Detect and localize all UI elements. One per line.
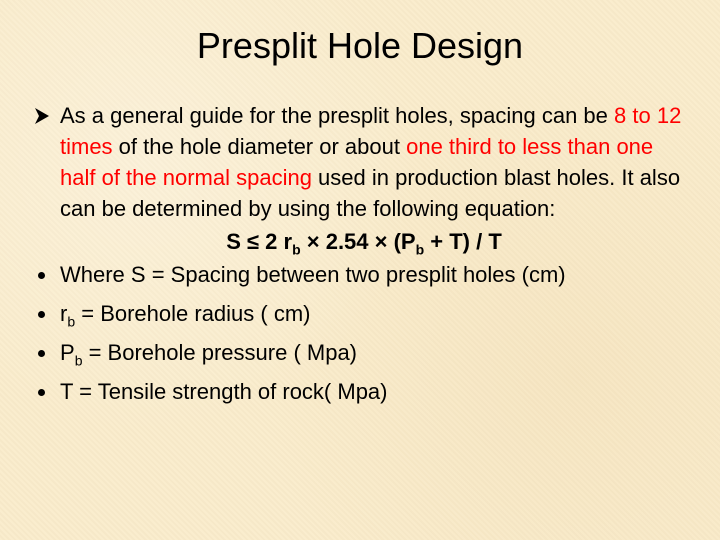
dot-bullet-icon [38, 272, 45, 279]
arrow-bullet-icon [34, 100, 52, 131]
bullet-text: = Borehole radius ( cm) [75, 301, 311, 326]
list-item [34, 298, 694, 329]
equation-subscript-2: b [415, 241, 425, 258]
list-item [34, 376, 694, 407]
slide-title: Presplit Hole Design [196, 25, 524, 66]
bullet-subscript: b [67, 313, 76, 330]
list-item [34, 337, 694, 368]
list-item [34, 259, 694, 290]
equation-part-1: S ≤ 2 r [226, 229, 293, 254]
intro-paragraph [34, 100, 694, 224]
dot-bullet-icon [38, 350, 45, 357]
bullet-symbol: P [60, 340, 75, 365]
intro-text-2: of the hole diameter or about [112, 134, 407, 159]
bullet-text: T = Tensile strength of rock( Mpa) [60, 379, 388, 404]
intro-highlight-1: 8 to 12 times [60, 103, 682, 159]
bullet-symbol: r [60, 301, 68, 326]
bullet-text: Where S = Spacing between two presplit holes (cm) [60, 262, 566, 287]
dot-bullet-icon [38, 311, 45, 318]
bullet-text: = Borehole pressure ( Mpa) [82, 340, 358, 365]
bullet-subscript: b [74, 352, 83, 369]
intro-highlight-2: one third to less than one half of the normal spacing [60, 134, 654, 190]
equation-subscript-1: b [292, 241, 301, 258]
dot-bullet-icon [38, 389, 45, 396]
intro-text-3: used in production blast holes. It also can be determined by using the following equation: [60, 165, 681, 221]
definition-list [34, 259, 694, 407]
slide-body [34, 100, 694, 415]
equation-part-2: × 2.54 × (P [300, 229, 416, 254]
spacing-equation [34, 226, 694, 257]
intro-text-1: As a general guide for the presplit holes, spacing can be [60, 103, 615, 128]
equation-part-3: + T) / T [424, 229, 502, 254]
